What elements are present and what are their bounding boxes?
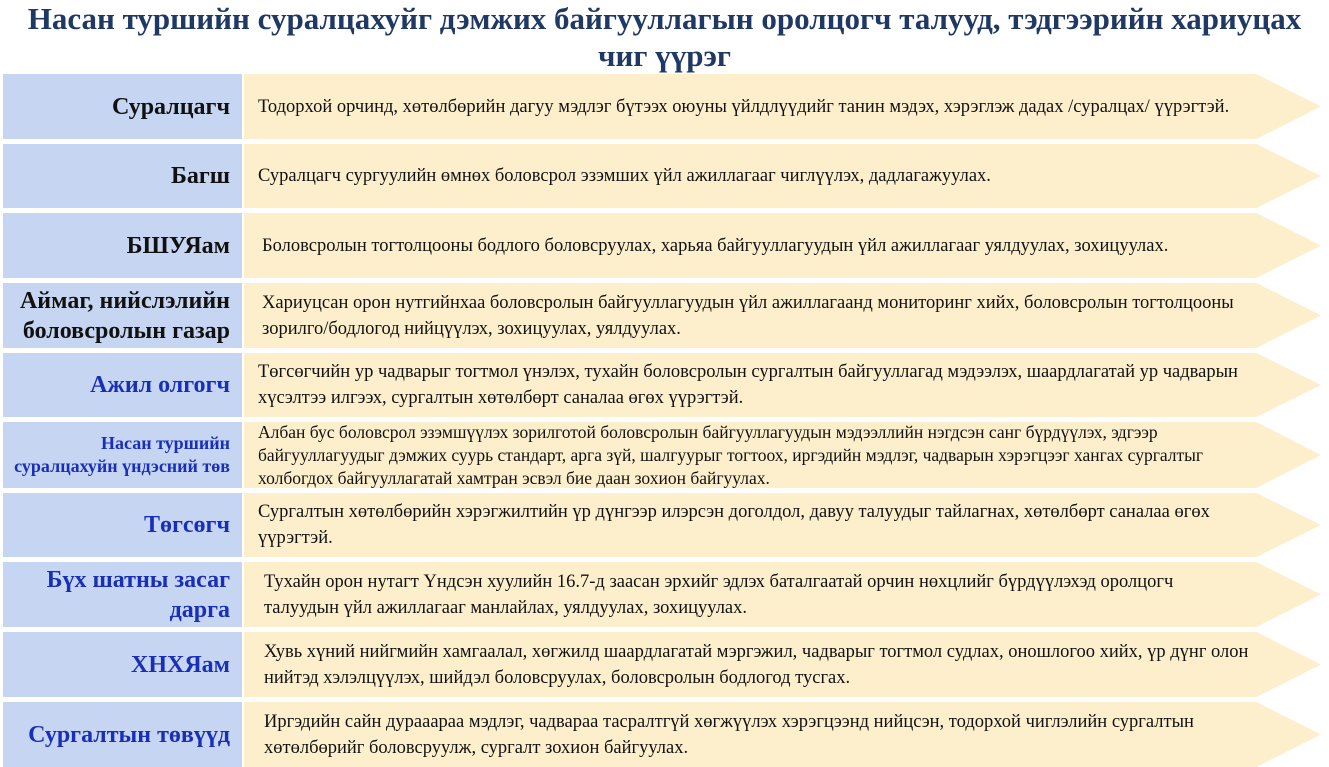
role-label: Ажил олгогч xyxy=(3,353,242,417)
page-title: Насан туршийн суралцахуйг дэмжих байгууллагын оролцогч талууд, тэдгээрийн хариуцах чиг үүрэг xyxy=(27,1,1302,73)
role-label: Сургалтын төвүүд xyxy=(3,702,242,767)
role-description: Тодорхой орчинд, хөтөлбөрийн дагуу мэдлэг бүтээх оюуны үйлдлүүдийг танин мэдэх, хэрэглэж дадах /суралцах/ үүрэгтэй. xyxy=(258,96,1230,117)
role-description: Албан бус боловсрол эзэмшүүлэх зорилготой боловсролын байгууллагуудын мэдээллийн нэгдсэн санг бүрдүүлэх, эдгээр байгууллагуудыг дэмжих суурь стандарт, арга зүй, шалгуурыг тогтоох, иргэдийн мэдлэг, чадварын хэрэгцээг хангах сургалтыг холбогдох байгууллагатай хамтран эсвэл бие даан зохион байгуулах. xyxy=(258,421,1204,488)
role-description: Тухайн орон нутагт Үндсэн хуулийн 16.7-д заасан эрхийг эдлэх баталгаатай орчин нөхцлийг бүрдүүлэхэд оролцогч талуудын үйл ажиллагааг манлайлах, уялдуулах, зохицуулах. xyxy=(264,571,1174,618)
role-description: Хариуцсан орон нутгийнхаа боловсролын байгууллагуудын үйл ажиллагаанд мониторинг хийх, боловсролын тогтолцооны зорилго/бодлогод нийцүүлэх, зохицуулах, уялдуулах. xyxy=(262,292,1234,339)
table-row xyxy=(0,74,1329,139)
role-label: ХНХЯам xyxy=(3,632,242,697)
role-label: Суралцагч xyxy=(3,74,242,139)
role-description: Суралцагч сургуулийн өмнөх боловсрол эзэмших үйл ажиллагааг чиглүүлэх, дадлагажуулах. xyxy=(258,166,991,186)
table-row xyxy=(0,144,1329,208)
role-description: Иргэдийн сайн дурааараа мэдлэг, чадвараа тасралтгүй хөгжүүлэх хэрэгцээнд нийцсэн, тодорхой чиглэлийн сургалтын хөтөлбөрийг боловсруулж, сургалт зохион байгуулах. xyxy=(264,711,1194,758)
role-description: Сургалтын хөтөлбөрийн хэрэгжилтийн үр дүнгээр илэрсэн доголдол, давуу талуудыг тайлагнах, хөтөлбөрт саналаа өгөх үүрэгтэй. xyxy=(258,502,1210,548)
role-label: Насан туршийн суралцахуйн үндэсний төв xyxy=(3,422,242,488)
role-label: Багш xyxy=(3,144,242,208)
role-description: Төгсөгчийн ур чадварыг тогтмол үнэлэх, тухайн боловсролын сургалтын байгууллагад мэдээлэх, шаардлагатай ур чадварын хүсэлтээ илгээх, сургалтын хөтөлбөрт саналаа өгөх үүрэгтэй. xyxy=(258,362,1238,408)
role-label: Аймаг, нийслэлийн боловсролын газар xyxy=(3,283,242,348)
role-description: Хувь хүний нийгмийн хамгаалал, хөгжилд шаардлагатай мэргэжил, чадварыг тогтмол судлах, оношлогоо хийх, үр дүнг олон нийтэд хэлэлцүүлэх, шийдэл боловсруулах, боловсролын бодлогод тусгах. xyxy=(264,641,1249,688)
role-label: Бүх шатны засаг дарга xyxy=(3,562,242,627)
table-row xyxy=(0,353,1329,417)
table-row xyxy=(0,562,1329,627)
table-row xyxy=(0,213,1329,278)
role-label: БШУЯам xyxy=(3,213,242,278)
role-description: Боловсролын тогтолцооны бодлого боловсруулах, харьяа байгууллагуудын үйл ажиллагааг уялдуулах, зохицуулах. xyxy=(262,235,1169,256)
table-row xyxy=(0,283,1329,348)
table-row xyxy=(0,493,1329,557)
role-label: Төгсөгч xyxy=(3,493,242,557)
table-row xyxy=(0,422,1329,488)
table-row xyxy=(0,632,1329,697)
table-row xyxy=(0,702,1329,767)
